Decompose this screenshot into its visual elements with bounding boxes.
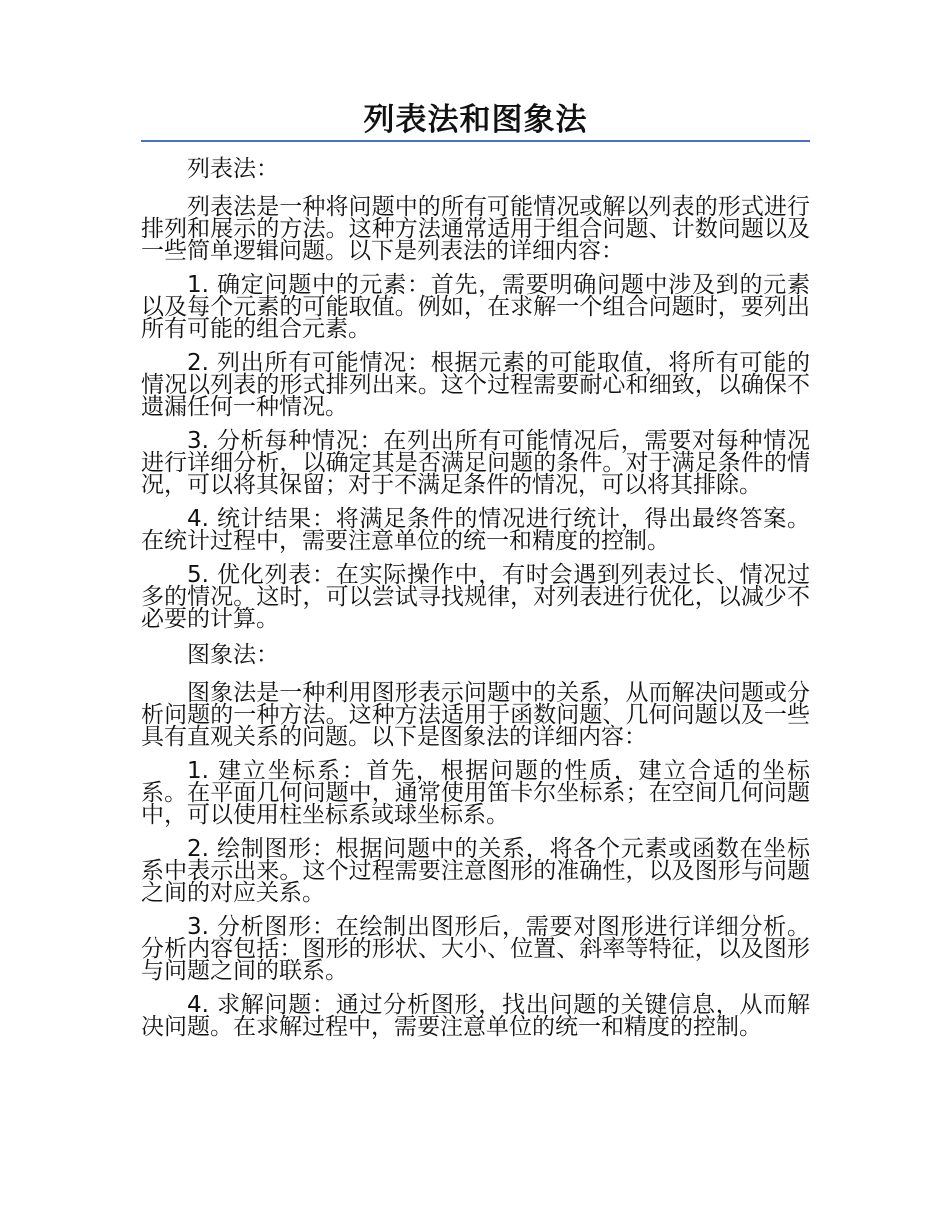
list-method-step: 3. 分析每种情况：在列出所有可能情况后，需要对每种情况进行详细分析，以确定其是否满足问题的条件。对于满足条件的情况，可以将其保留；对于不满足条件的情况，可以将其排除。 bbox=[141, 428, 810, 498]
graph-method-step: 2. 绘制图形：根据问题中的关系，将各个元素或函数在坐标系中表示出来。这个过程需要注意图形的准确性，以及图形与问题之间的对应关系。 bbox=[141, 836, 810, 906]
list-method-intro: 列表法是一种将问题中的所有可能情况或解以列表的形式进行排列和展示的方法。这种方法通常适用于组合问题、计数问题以及一些简单逻辑问题。以下是列表法的详细内容： bbox=[141, 194, 810, 264]
graph-method-step: 3. 分析图形：在绘制出图形后，需要对图形进行详细分析。分析内容包括：图形的形状、大小、位置、斜率等特征，以及图形与问题之间的联系。 bbox=[141, 914, 810, 984]
graph-method-heading: 图象法： bbox=[187, 642, 279, 668]
page-title: 列表法和图象法 bbox=[363, 102, 588, 138]
graph-method-intro: 图象法是一种利用图形表示问题中的关系，从而解决问题或分析问题的一种方法。这种方法适用于函数问题、几何问题以及一些具有直观关系的问题。以下是图象法的详细内容： bbox=[141, 680, 810, 750]
graph-method-step: 4. 求解问题：通过分析图形，找出问题的关键信息，从而解决问题。在求解过程中，需要注意单位的统一和精度的控制。 bbox=[141, 992, 810, 1040]
graph-method-step: 1. 建立坐标系：首先，根据问题的性质，建立合适的坐标系。在平面几何问题中，通常使用笛卡尔坐标系；在空间几何问题中，可以使用柱坐标系或球坐标系。 bbox=[141, 758, 810, 828]
list-method-step: 1. 确定问题中的元素：首先，需要明确问题中涉及到的元素以及每个元素的可能取值。例如，在求解一个组合问题时，要列出所有可能的组合元素。 bbox=[141, 272, 810, 342]
title-underline bbox=[141, 140, 810, 142]
graph-method-section bbox=[141, 642, 810, 1038]
list-method-step: 4. 统计结果：将满足条件的情况进行统计，得出最终答案。在统计过程中，需要注意单位的统一和精度的控制。 bbox=[141, 506, 810, 554]
list-method-heading: 列表法： bbox=[187, 156, 279, 182]
list-method-step: 5. 优化列表：在实际操作中，有时会遇到列表过长、情况过多的情况。这时，可以尝试寻找规律，对列表进行优化，以减少不必要的计算。 bbox=[141, 562, 810, 632]
list-method-section bbox=[141, 156, 810, 630]
list-method-step: 2. 列出所有可能情况：根据元素的可能取值，将所有可能的情况以列表的形式排列出来。这个过程需要耐心和细致，以确保不遗漏任何一种情况。 bbox=[141, 350, 810, 420]
document-page bbox=[141, 100, 810, 1050]
